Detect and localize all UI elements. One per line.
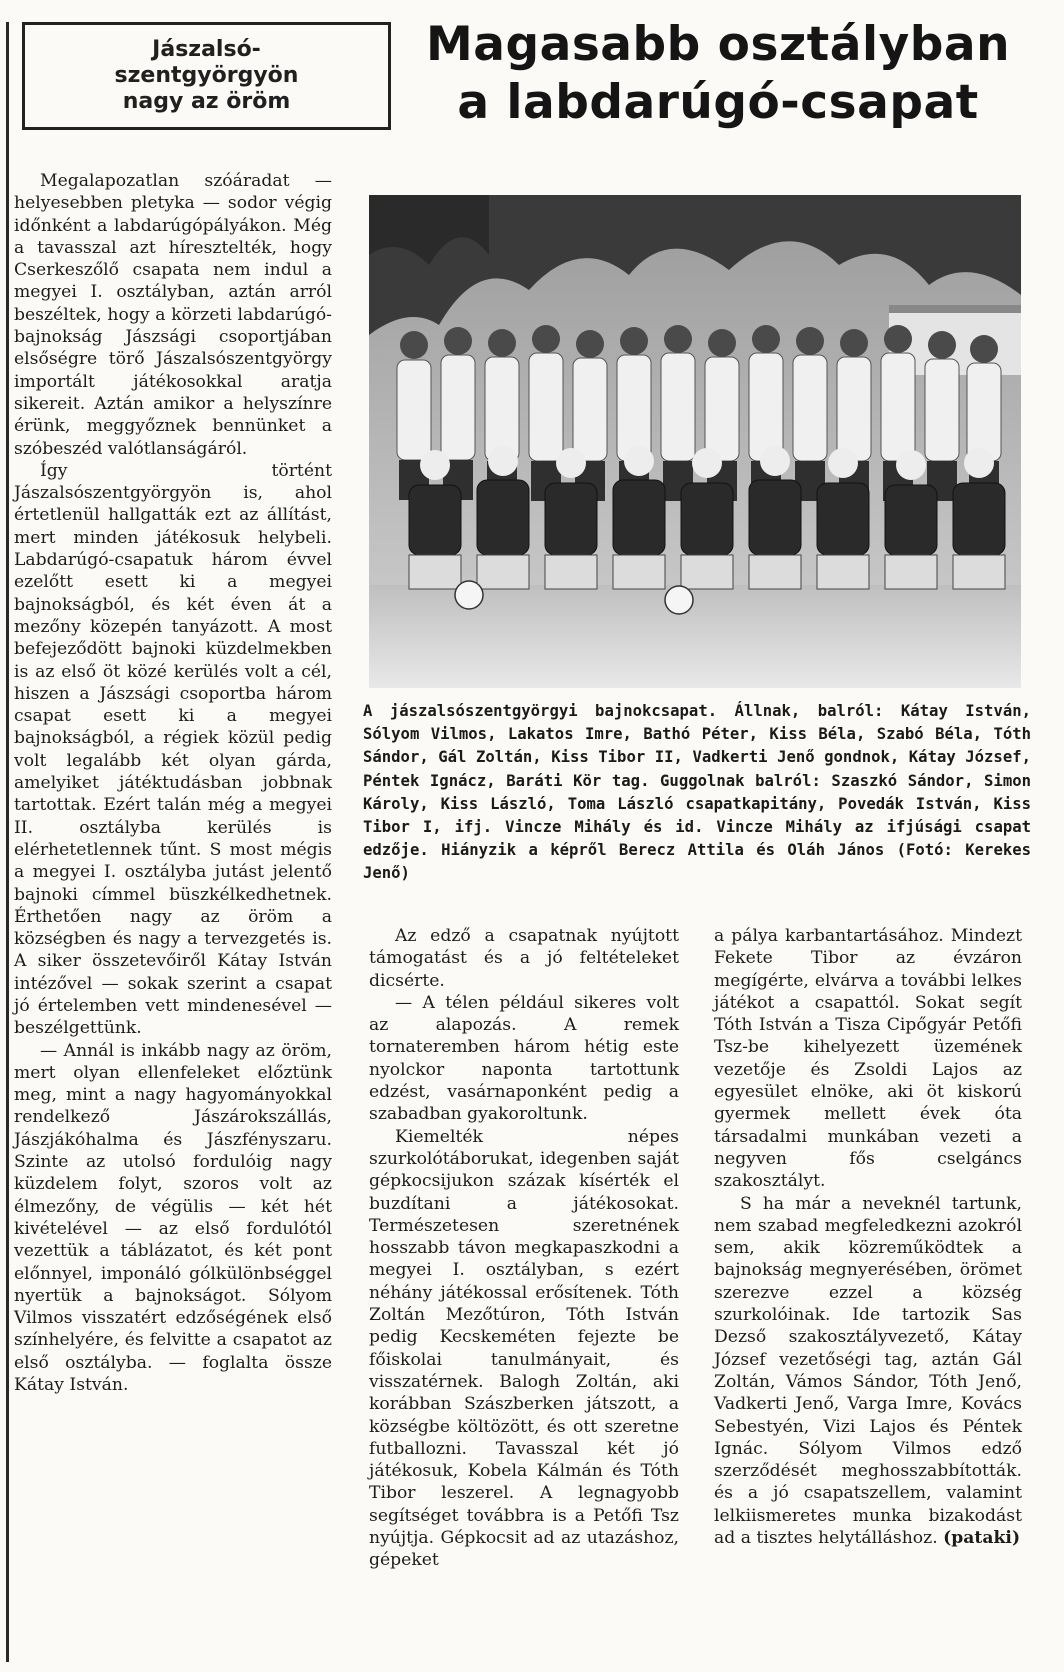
headline [388, 16, 1048, 132]
headline-line: a labdarúgó-csapat [457, 75, 979, 130]
paragraph: Az edző a csapatnak nyújtott támogatást és a jó feltételeket dicsérte. [369, 926, 679, 991]
paragraph: a pálya karbantartásához. Mindezt Fekete Tibor az évzáron megígérte, elvárva a további lelkes játékot a csapattól. Sokat segít Tóth István a Tisza Cipőgyár Petőfi Tsz-be kihelyezett üzemének vezetője és Zsoldi Lajos az egyesület elnöke, aki öt kiskorú gyermek mellett évek óta társadalmi munkában vezeti a negyven fős cselgáncs szakosztályt. [714, 926, 1022, 1192]
article-column-2 [369, 925, 679, 1572]
paragraph: Kiemelték népes szurkolótáborukat, idegenben saját gépkocsijukon százak kísérték el buzdítani a játékosokat. Természetesen szeretnének hosszabb távon megkapaszkodni a megyei I. osztályban, s ezért néhány játékossal erősítenek. Tóth Zoltán Mezőtúron, Tóth István pedig Kecskeméten fejezte be főiskolai tanulmányait, és visszatérnek. Balogh Zoltán, aki korábban Szászberken játszott, a községbe költözött, és ott szeretne futballozni. Tavasszal két jó játékosuk, Kobela Kálmán és Tóth Tibor leszerel. A legnagyobb segítséget továbbra is a Petőfi Tsz nyújtja. Gépkocsit ad az utazáshoz, gépeket [369, 1126, 679, 1571]
paragraph: — A télen például sikeres volt az alapozás. A remek tornateremben három hétig este nyolckor naponta tartottunk edzést, vasárnaponként pedig a szabadban gyakoroltunk. [369, 992, 679, 1125]
kicker-line: nagy az öröm [122, 89, 291, 114]
photo-caption: A jászalsószentgyörgyi bajnokcsapat. Állnak, balról: Kátay István, Sólyom Vilmos, Lakatos Imre, Bathó Péter, Kiss Béla, Szabó Béla, Tóth Sándor, Gál Zoltán, Kiss Tibor II, Vadkerti Jenő gondnok, Kátay József, Péntek Ignácz, Baráti Kör tag. Guggolnak balról: Szaszkó Sándor, Simon Károly, Kiss László, Toma László csapatkapitány, Povedák István, Kiss Tibor I, ifj. Vincze Mihály és id. Vincze Mihály az ifjúsági csapat edzője. Hiányzik a képről Berecz Attila és Oláh János (Fotó: Kerekes Jenő) [363, 702, 1031, 883]
headline-line: Magasabb osztályban [425, 17, 1011, 72]
author-signature: (pataki) [943, 1528, 1021, 1549]
column-rule [6, 22, 9, 1662]
paragraph [714, 1193, 1022, 1550]
paragraph-text: S ha már a neveknél tartunk, nem szabad megfeledkezni azokról sem, akik közreműködtek a bajnokság megnyerésében, örömet szerezve ezzel a község szurkolóinak. Ide tartozik Sas Dezső szakosztályvezető, Kátay József vezetőségi tag, aztán Gál Zoltán, Vámos Sándor, Tóth Jenő, Vadkerti Jenő, Varga Imre, Kovács Sebestyén, Vizi Lajos és Péntek Ignác. Sólyom Vilmos edző szerződését meghosszabbították. és a jó csapatszellem, valamint lelkiismeretes munka bizakodást ad a tisztes helytálláshoz. [714, 1193, 1022, 1549]
article-column-3 [714, 925, 1022, 1549]
team-photo-icon [369, 195, 1021, 688]
kicker-line: Jászalsó- [152, 37, 261, 62]
kicker-box [22, 22, 391, 130]
paragraph: Így történt Jászalsószentgyörgyön is, ahol értetlenül hallgatták ezt az állítást, mert minden játékosuk helybeli. Labdarúgó-csapatuk három évvel ezelőtt esett ki a megyei bajnokságból, és két éven át a mezőny közepén tanyázott. A most befejeződött bajnoki küzdelmekben is az első öt közé kerülés volt a cél, hiszen a Jászsági csoportba három csapat esett ki a megyei bajnokságból, a régiek közül pedig volt legalább két olyan gárda, amelyiket játéktudásban jobbnak tartottak. Ezért talán még a megyei II. osztályba kerülés is elérhetetlennek tűnt. S most mégis a megyei I. osztályba jutást jelentő bajnoki címmel büszkélkedhetnek. Érthetően nagy az öröm a községben és nagy a tervezgetés is. A siker összetevőiről Kátay István intézővel — sokak szerint a csapat jó értelemben vett mindenesével — beszélgettünk. [14, 460, 332, 1039]
kicker-line: szentgyörgyön [114, 63, 299, 88]
paragraph: — Annál is inkább nagy az öröm, mert olyan ellenfeleket előztünk meg, mint a nagy hagyományokkal rendelkező Jászárokszállás, Jászjákóhalma és Jászfényszaru. Szinte az utolsó fordulóig nagy küzdelem folyt, szoros volt az élmezőny, de végülis — két hét kivételével — az első fordulótól vezettük a táblázatot, és két pont előnnyel, imponáló gólkülönbséggel nyertük a bajnokságot. Sólyom Vilmos visszatért edzőségének első színhelyére, és felvitte a csapatot az első osztályba. — foglalta össze Kátay István. [14, 1040, 332, 1396]
article-column-1 [14, 170, 332, 1396]
paragraph: Megalapozatlan szóáradat — helyesebben pletyka — sodor végig időnként a labdarúgópályákon. Még a tavasszal azt híresztelték, hogy Cserkeszőlő csapata nem indul a megyei I. osztályban, aztán arról beszéltek, hogy a körzeti labdarúgó-bajnokság Jászsági csoportjában elsőségre törő Jászalsószentgyörgy importált játékosokkal aratja sikereit. Aztán amikor a helyszínre érünk, meggyőznek bennünket a szóbeszéd valótlanságáról. [14, 171, 332, 459]
team-photo [369, 195, 1021, 688]
